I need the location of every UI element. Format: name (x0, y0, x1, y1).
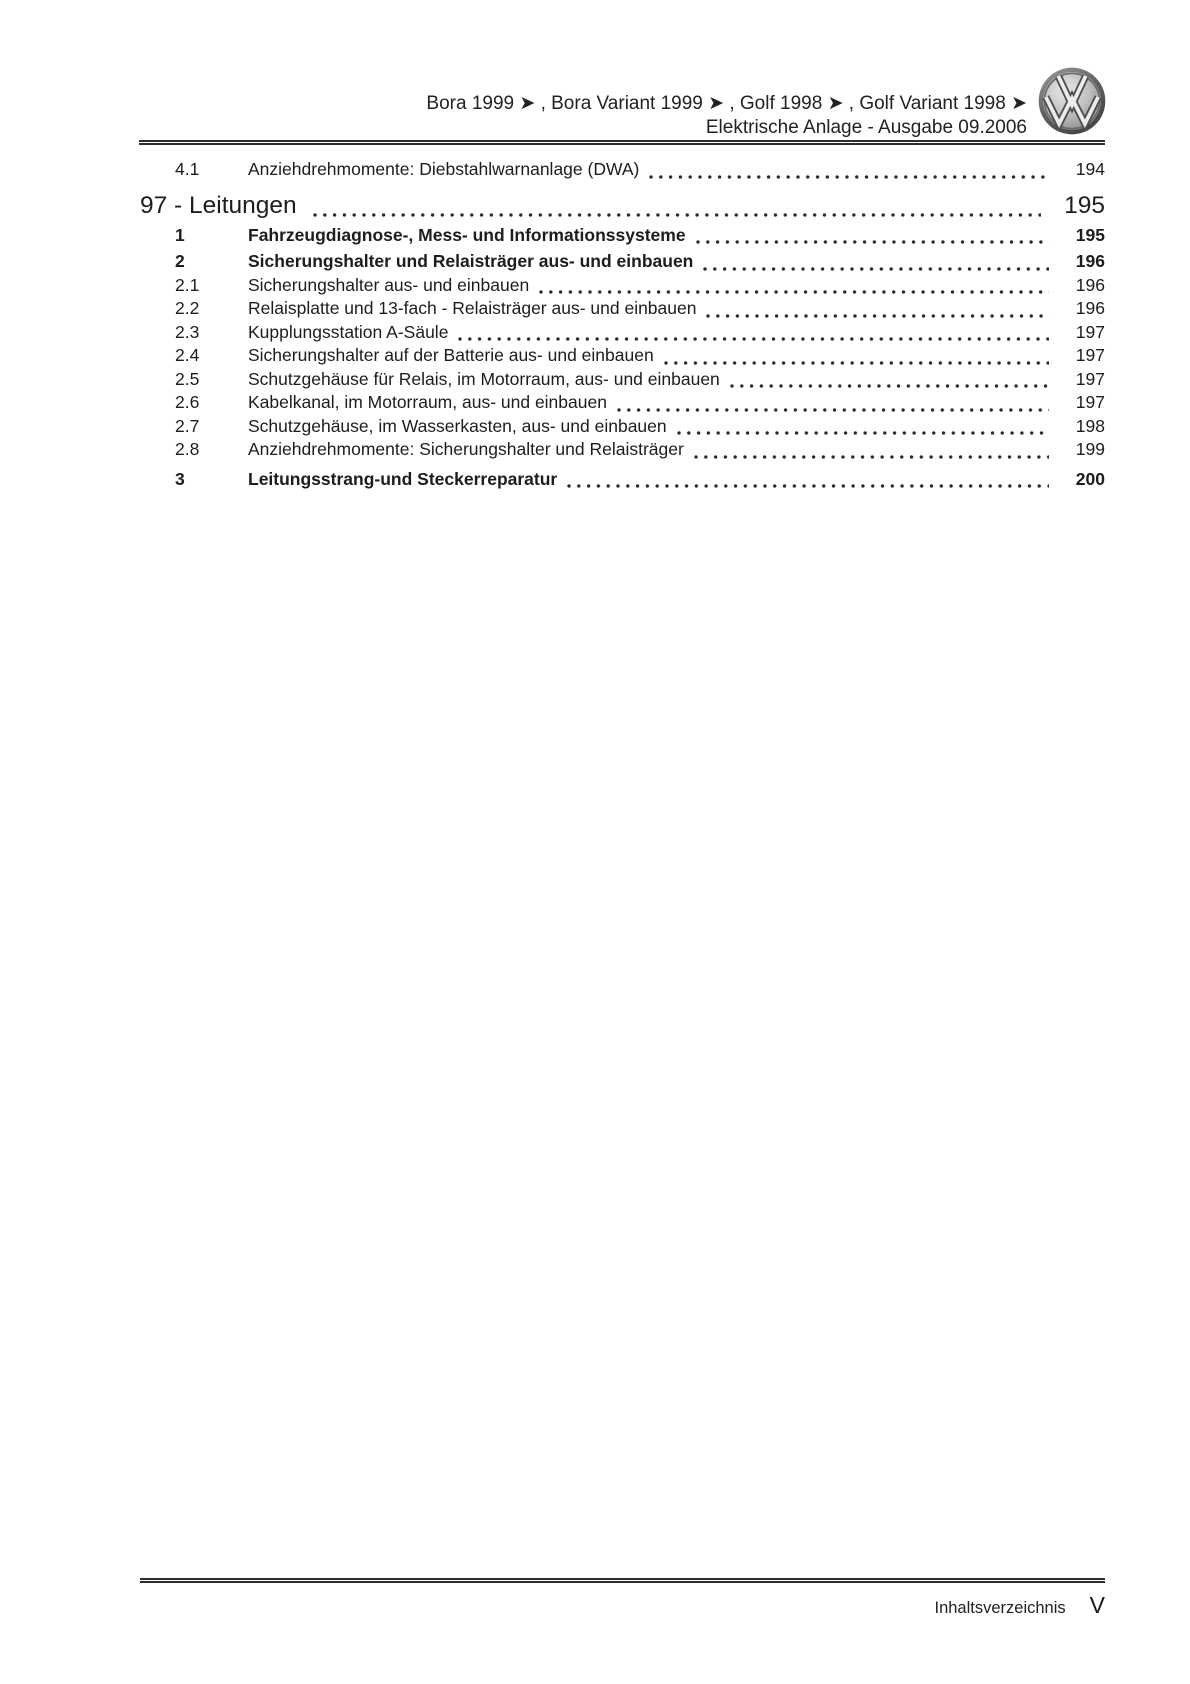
toc-number: 2.7 (175, 415, 200, 436)
vw-logo-icon (1038, 64, 1106, 138)
toc-row (140, 321, 1105, 345)
toc-row (140, 158, 1105, 182)
toc-page-number: 195 (1075, 224, 1105, 245)
toc-row (140, 224, 1105, 248)
toc-page-number: 198 (1075, 415, 1105, 436)
toc-number: 1 (175, 224, 185, 245)
toc-title: Leitungsstrang-und Steckerreparatur (248, 468, 558, 489)
toc-page-number: 197 (1075, 321, 1105, 342)
toc-title: Fahrzeugdiagnose-, Mess- und Informationssysteme (248, 224, 686, 245)
toc-title: Sicherungshalter und Relaisträger aus- und einbauen (248, 251, 694, 271)
toc-page-number: 199 (1075, 439, 1105, 459)
toc-dot-leader (664, 344, 1049, 368)
toc-number: 2.5 (175, 368, 200, 389)
header-vehicle-line: Bora 1999 ➤ , Bora Variant 1999 ➤ , Golf 1998 ➤ , Golf Variant 1998 ➤ (426, 93, 1027, 114)
toc-dot-leader (313, 191, 1041, 221)
toc-row (140, 368, 1105, 392)
toc-list (140, 158, 1105, 491)
toc-title: Relaisplatte und 13-fach - Relaisträger aus- und einbauen (248, 298, 697, 318)
toc-row (140, 438, 1105, 462)
toc-title: Anziehdrehmomente: Diebstahlwarnanlage (DWA) (248, 159, 640, 179)
toc-title: 97 - Leitungen (140, 191, 297, 219)
toc-page-number: 200 (1075, 468, 1105, 489)
toc-dot-leader (617, 391, 1049, 415)
toc-number: 2.6 (175, 392, 200, 412)
toc-row (140, 391, 1105, 415)
toc-number: 2.4 (175, 345, 200, 365)
toc-title: Schutzgehäuse für Relais, im Motorraum, aus- und einbauen (248, 368, 720, 389)
toc-page-number: 195 (1064, 191, 1105, 219)
toc-row (140, 344, 1105, 368)
toc-dot-leader (703, 250, 1049, 274)
toc-row (140, 297, 1105, 321)
toc-number: 2.3 (175, 321, 200, 342)
toc-page-number: 197 (1075, 345, 1105, 365)
toc-dot-leader (696, 224, 1049, 248)
toc-title: Anziehdrehmomente: Sicherungshalter und Relaisträger (248, 439, 684, 459)
page-header (426, 92, 1027, 140)
toc-dot-leader (539, 274, 1049, 298)
toc-number: 2.8 (175, 439, 200, 459)
toc-row (140, 415, 1105, 439)
footer-rule (140, 1578, 1105, 1583)
toc-row (140, 191, 1105, 221)
toc-dot-leader (730, 368, 1049, 392)
toc-number: 2.2 (175, 298, 200, 318)
footer-label: Inhaltsverzeichnis (934, 1599, 1066, 1617)
toc-dot-leader (567, 468, 1049, 492)
toc-page-number: 197 (1075, 392, 1105, 412)
footer-page-number: V (1089, 1592, 1105, 1618)
page-footer (140, 1578, 1105, 1619)
toc-page-number: 197 (1075, 368, 1105, 389)
toc-row (140, 250, 1105, 274)
toc-title: Sicherungshalter auf der Batterie aus- und einbauen (248, 345, 654, 365)
toc-title: Schutzgehäuse, im Wasserkasten, aus- und einbauen (248, 415, 667, 436)
toc-page-number: 194 (1075, 159, 1105, 179)
toc-page-number: 196 (1075, 251, 1105, 271)
header-edition-line: Elektrische Anlage - Ausgabe 09.2006 (705, 117, 1027, 138)
toc-title: Sicherungshalter aus- und einbauen (248, 274, 530, 295)
toc-title: Kupplungsstation A-Säule (248, 321, 449, 342)
toc-dot-leader (694, 438, 1049, 462)
toc-title: Kabelkanal, im Motorraum, aus- und einbauen (248, 392, 607, 412)
toc-page-number: 196 (1075, 298, 1105, 318)
header-rule (139, 140, 1105, 145)
toc-dot-leader (458, 321, 1049, 345)
toc-row (140, 468, 1105, 492)
toc-dot-leader (706, 297, 1049, 321)
toc-dot-leader (649, 158, 1049, 182)
toc-number: 2 (175, 251, 185, 271)
toc-number: 2.1 (175, 274, 200, 295)
toc-number: 4.1 (175, 159, 200, 179)
toc-dot-leader (677, 415, 1049, 439)
toc-number: 3 (175, 468, 185, 489)
toc-row (140, 274, 1105, 298)
toc-page-number: 196 (1075, 274, 1105, 295)
